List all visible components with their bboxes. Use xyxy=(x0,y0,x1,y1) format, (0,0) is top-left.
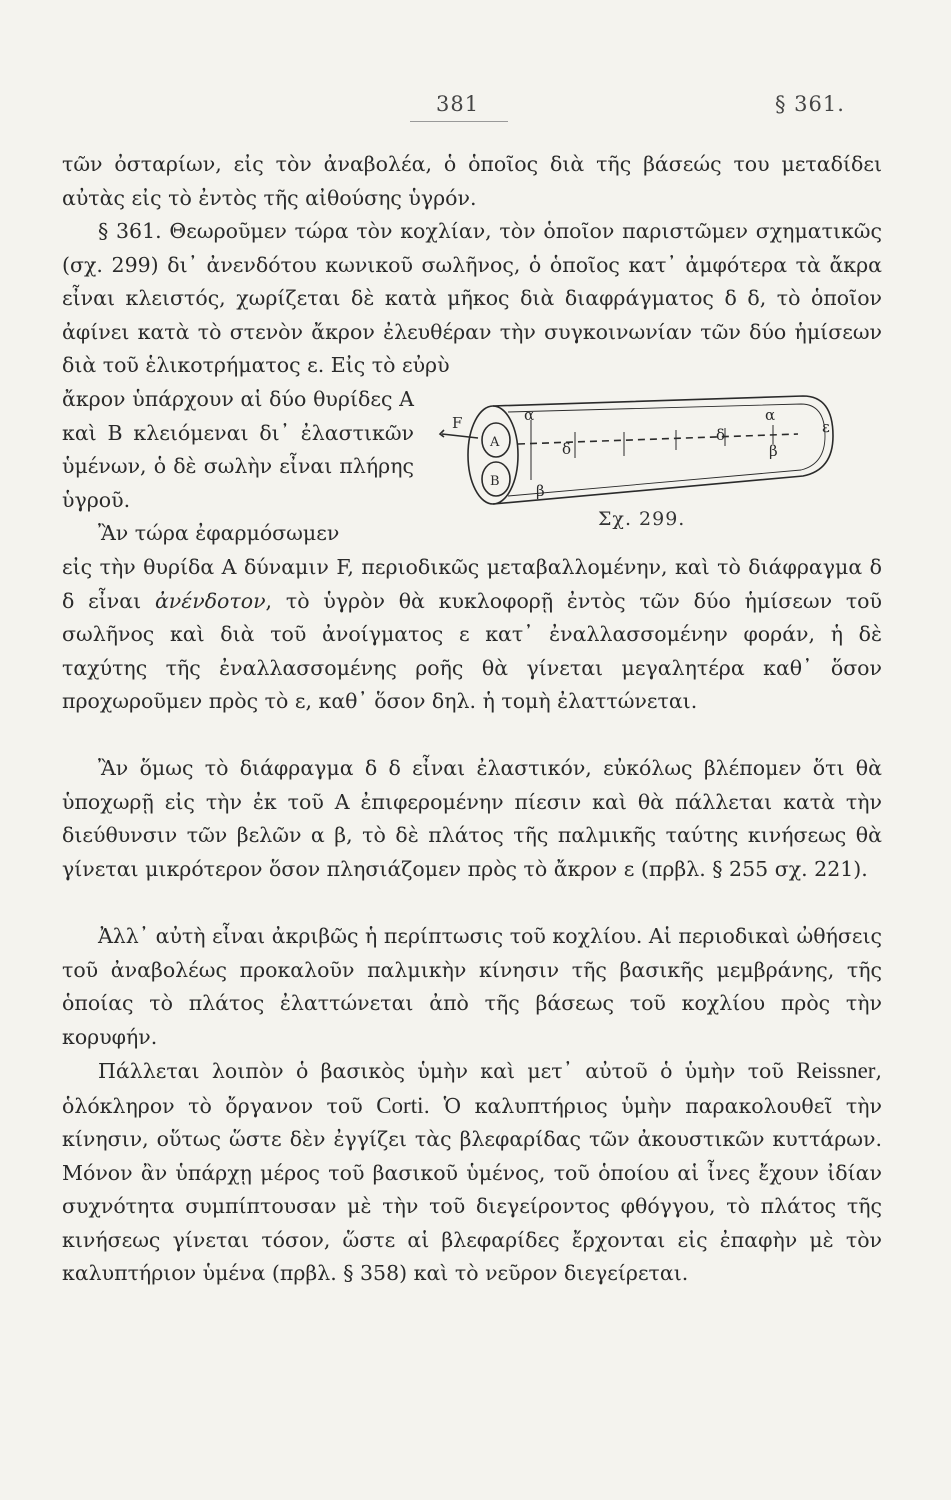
paragraph-0: τῶν ὀσταρίων, εἰς τὸν ἀναβολέα, ὁ ὁποῖος διὰ τῆς βάσεώς του μεταδίδει αὐτὰς εἰς τὸ ἐντὸς τῆς αἰθούσης ὑγρόν. xyxy=(62,152,882,210)
label-epsilon: ε xyxy=(822,418,830,436)
label-alpha-2: α xyxy=(765,406,776,424)
label-beta-2: β xyxy=(769,442,778,460)
label-a: A xyxy=(490,435,500,450)
tube-base-ellipse xyxy=(468,406,518,504)
paragraph-2 xyxy=(62,551,882,719)
label-f: F xyxy=(452,414,463,432)
emphasis-anendoton: ἀνένδοτον xyxy=(154,588,266,613)
paragraph-2-part-a: εἰς τὴν θυρίδα Α δύναμιν F, περιοδικῶς μεταβαλλομένην, καὶ τὸ διάφραγμα δ δ εἶναι xyxy=(62,555,882,613)
paragraph-1-continued: ἄκρον ὑπάρχουν αἱ δύο θυρίδες Α καὶ Β κλειόμεναι δι᾽ ἐλαστικῶν ὑμένων, ὁ δὲ σωλὴν εἶναι πλήρης ὑγροῦ. xyxy=(62,387,414,512)
paragraph-2-start: Ἂν τώρα ἐφαρμόσωμεν xyxy=(98,521,340,545)
label-delta-2: δ xyxy=(716,426,726,444)
paragraph-3: Ἂν ὅμως τὸ διάφραγμα δ δ εἶναι ἐλαστικόν, εὐκόλως βλέπομεν ὅτι θὰ ὑποχωρῇ εἰς τὴν ἐκ τοῦ Α ἐπιφερομένην πίεσιν καὶ θὰ πάλλεται κατὰ τὴν διεύθυνσιν τῶν βελῶν α β, τὸ δὲ πλάτος τῆς παλμικῆς ταύτης κινήσεως θὰ γίνεται μικρότερον ὅσον πλησιάζομεν πρὸς τὸ ἄκρον ε (πρβλ. § 255 σχ. 221). xyxy=(62,756,882,881)
label-beta: β xyxy=(536,482,545,500)
diaphragm xyxy=(518,434,798,444)
paragraph-5-part-b: , ὁλόκληρον τὸ ὄργανον τοῦ xyxy=(62,1059,882,1118)
page-number: 381 xyxy=(436,92,480,116)
name-reissner: Reissner xyxy=(796,1058,876,1083)
label-delta-1: δ xyxy=(562,440,572,458)
label-alpha: α xyxy=(524,406,535,424)
paragraph-5-part-a: Πάλλεται λοιπὸν ὁ βασικὸς ὑμὴν καὶ μετ᾽ αὐτοῦ ὁ ὑμὴν τοῦ xyxy=(98,1059,784,1083)
name-corti: Corti xyxy=(376,1092,424,1118)
paragraph-5-part-c: . Ὁ καλυπτήριος ὑμὴν παρακολουθεῖ τὴν κίνησιν, οὕτως ὥστε δὲν ἐγγίζει τὰς βλεφαρίδας τῶν ἀκουστικῶν κυττάρων. Μόνον ἂν ὑπάρχῃ μέρος τοῦ βασικοῦ ὑμένος, τοῦ ὁποίου αἱ ἶνες ἔχουν ἰδίαν συχνότητα συμπίπτουσαν μὲ τὴν τοῦ διεγείροντος φθόγγου, τὸ πλάτος τῆς κινήσεως γίνεται τόσον, ὥστε αἱ βλεφαρίδες ἔρχονται εἰς ἐπαφὴν μὲ τὸν καλυπτήριον ὑμένα (πρβλ. § 358) καὶ τὸ νεῦρον διεγείρεται. xyxy=(62,1093,882,1285)
paragraph-5 xyxy=(62,1054,882,1291)
section-marker: § 361. xyxy=(775,92,845,116)
force-arrow xyxy=(442,434,478,438)
label-b: B xyxy=(490,474,500,489)
figure-caption: Σχ. 299. xyxy=(598,508,686,530)
paragraph-1: § 361. Θεωροῦμεν τώρα τὸν κοχλίαν, τὸν ὁποῖον παριστῶμεν σχηματικῶς (σχ. 299) δι᾽ ἀνενδότου κωνικοῦ σωλῆνος, ὁ ὁποῖος κατ᾽ ἀμφότερα τὰ ἄκρα εἶναι κλειστός, χωρίζεται δὲ κατὰ μῆκος διὰ διαφράγματος δ δ, τὸ ὁποῖον ἀφίνει κατὰ τὸ στενὸν ἄκρον ἐλευθέραν τὴν συγκοινωνίαν τῶν δύο ἡμίσεων διὰ τοῦ ἑλικοτρήματος ε. Εἰς τὸ εὐρὺ xyxy=(62,219,882,377)
paragraph-4: Ἀλλ᾽ αὐτὴ εἶναι ἀκριβῶς ἡ περίπτωσις τοῦ κοχλίου. Αἱ περιοδικαὶ ὠθήσεις τοῦ ἀναβολέως προκαλοῦν παλμικὴν κίνησιν τῆς βασικῆς μεμβράνης, τῆς ὁποίας τὸ πλάτος ἐλαττώνεται ἀπὸ τῆς βάσεως τοῦ κοχλίου πρὸς τὴν κορυφήν. xyxy=(62,924,882,1049)
paragraph-2-part-b: , τὸ ὑγρὸν θὰ κυκλοφορῇ ἐντὸς τῶν δύο ἡμίσεων τοῦ σωλῆνος καὶ διὰ τοῦ ἀνοίγματος ε κατ᾽ ἐναλλασσομένην φοράν, ἡ δὲ ταχύτης τῆς ἐναλλασσομένης ροῆς θὰ γίνεται μεγαλητέρα καθ᾽ ὅσον προχωροῦμεν πρὸς τὸ ε, καθ᾽ ὅσον δηλ. ἡ τομὴ ἐλαττώνεται. xyxy=(62,588,882,713)
header-rule xyxy=(410,121,508,122)
